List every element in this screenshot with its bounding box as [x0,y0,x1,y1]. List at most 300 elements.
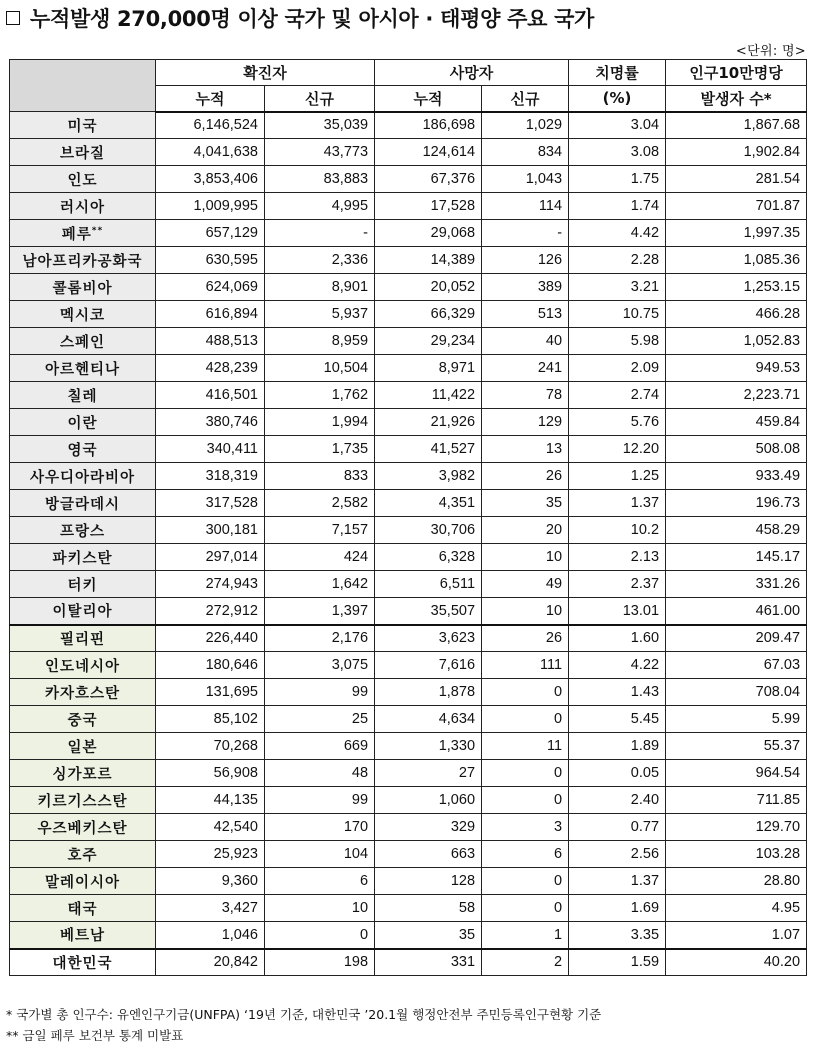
country-name: 파키스탄 [52,550,113,567]
cell-per100k: 1,902.84 [666,139,807,166]
table-row [10,760,807,787]
table-row [10,436,807,463]
cell-death-cum: 27 [375,760,482,787]
cell-cfr: 0.77 [569,814,666,841]
country-name: 인도 [67,172,98,189]
cell-death-cum: 186,698 [375,112,482,139]
table-row [10,733,807,760]
cell-cfr: 5.98 [569,328,666,355]
cell-cfr: 13.01 [569,598,666,625]
table-row [10,247,807,274]
country-name-cell [10,112,156,139]
cell-conf-cum: 1,009,995 [156,193,265,220]
header-cfr-unit: (%) [569,86,666,112]
cell-conf-new: 1,994 [265,409,375,436]
cell-conf-cum: 226,440 [156,625,265,652]
country-name-cell [10,490,156,517]
country-name-cell [10,355,156,382]
cell-cfr: 2.13 [569,544,666,571]
country-name-cell [10,328,156,355]
table-row [10,409,807,436]
cell-conf-new: 1,762 [265,382,375,409]
checkbox-icon [6,11,20,25]
table-row [10,274,807,301]
country-name: 이란 [67,415,98,432]
country-name: 베트남 [59,928,106,945]
cell-conf-new: 1,735 [265,436,375,463]
cell-conf-new: 8,959 [265,328,375,355]
cell-death-cum: 1,060 [375,787,482,814]
cell-cfr: 5.76 [569,409,666,436]
cell-death-cum: 663 [375,841,482,868]
cell-cfr: 2.40 [569,787,666,814]
cell-death-cum: 3,623 [375,625,482,652]
header-deaths-new: 신규 [482,86,569,112]
cell-conf-cum: 56,908 [156,760,265,787]
table-row [10,139,807,166]
table-row [10,922,807,949]
cell-death-cum: 67,376 [375,166,482,193]
cell-per100k: 1,997.35 [666,220,807,247]
country-name-cell [10,436,156,463]
country-name-cell [10,166,156,193]
cell-conf-new: 4,995 [265,193,375,220]
country-name: 호주 [67,847,98,864]
country-name: 프랑스 [59,523,106,540]
table-row [10,328,807,355]
country-name: 콜롬비아 [52,280,113,297]
cell-death-new: - [482,220,569,247]
cell-death-cum: 35 [375,922,482,949]
country-name-cell [10,814,156,841]
cell-conf-cum: 340,411 [156,436,265,463]
country-name-cell [10,571,156,598]
table-row [10,895,807,922]
country-name-cell [10,760,156,787]
cell-death-new: 114 [482,193,569,220]
cell-conf-cum: 657,129 [156,220,265,247]
cell-conf-cum: 4,041,638 [156,139,265,166]
cell-death-cum: 7,616 [375,652,482,679]
cell-conf-cum: 9,360 [156,868,265,895]
cell-cfr: 10.2 [569,517,666,544]
cell-death-new: 2 [482,949,569,976]
cell-per100k: 331.26 [666,571,807,598]
cell-cfr: 1.89 [569,733,666,760]
cell-conf-new: 10 [265,895,375,922]
cell-conf-new: 170 [265,814,375,841]
country-name-cell [10,679,156,706]
cell-conf-cum: 3,427 [156,895,265,922]
table-row [10,517,807,544]
country-name: 방글라데시 [44,496,121,513]
table-row [10,571,807,598]
country-name: 러시아 [59,199,106,216]
cell-death-new: 78 [482,382,569,409]
cell-death-new: 1,043 [482,166,569,193]
cell-cfr: 1.69 [569,895,666,922]
footnote-peru: ** 금일 페루 보건부 통계 미발표 [6,1028,184,1043]
table-row [10,112,807,139]
country-name-cell [10,139,156,166]
cell-death-cum: 4,634 [375,706,482,733]
cell-conf-cum: 297,014 [156,544,265,571]
country-name: 키르기스스탄 [37,793,128,810]
cell-conf-new: 3,075 [265,652,375,679]
table-row [10,679,807,706]
country-name-cell [10,895,156,922]
table-row [10,625,807,652]
country-name: 칠레 [67,388,98,405]
country-name: 영국 [67,442,98,459]
cell-death-cum: 17,528 [375,193,482,220]
cell-conf-cum: 300,181 [156,517,265,544]
cell-death-new: 111 [482,652,569,679]
table-row [10,544,807,571]
table-row [10,220,807,247]
cell-death-new: 3 [482,814,569,841]
table-row [10,814,807,841]
cell-death-cum: 11,422 [375,382,482,409]
cell-death-cum: 29,234 [375,328,482,355]
country-name: 인도네시아 [44,658,121,675]
cell-conf-cum: 630,595 [156,247,265,274]
cell-death-cum: 329 [375,814,482,841]
cell-cfr: 3.08 [569,139,666,166]
cell-death-cum: 20,052 [375,274,482,301]
cell-conf-cum: 85,102 [156,706,265,733]
country-name: 싱가포르 [52,766,113,783]
cell-per100k: 708.04 [666,679,807,706]
unit-label: <단위: 명> [735,44,806,59]
cell-cfr: 2.37 [569,571,666,598]
cell-conf-new: 99 [265,679,375,706]
cell-conf-new: 7,157 [265,517,375,544]
cell-death-cum: 35,507 [375,598,482,625]
cell-conf-cum: 70,268 [156,733,265,760]
cell-per100k: 103.28 [666,841,807,868]
cell-cfr: 2.09 [569,355,666,382]
document-title [6,4,594,32]
country-name-cell [10,274,156,301]
cell-death-new: 49 [482,571,569,598]
cell-death-new: 241 [482,355,569,382]
cell-cfr: 5.45 [569,706,666,733]
cell-conf-new: - [265,220,375,247]
cell-conf-cum: 380,746 [156,409,265,436]
cell-conf-new: 104 [265,841,375,868]
covid-stats-table [9,59,807,976]
cell-death-new: 129 [482,409,569,436]
country-name: 터키 [67,577,98,594]
country-name-cell [10,301,156,328]
cell-conf-new: 424 [265,544,375,571]
cell-cfr: 1.37 [569,490,666,517]
cell-cfr: 10.75 [569,301,666,328]
cell-per100k: 28.80 [666,868,807,895]
cell-conf-new: 35,039 [265,112,375,139]
footnote-marker: ** [91,225,104,236]
cell-cfr: 2.56 [569,841,666,868]
country-name-cell [10,409,156,436]
cell-per100k: 711.85 [666,787,807,814]
country-name: 필리핀 [59,631,106,648]
table-row [10,949,807,976]
country-name-cell [10,247,156,274]
cell-death-new: 126 [482,247,569,274]
cell-cfr: 12.20 [569,436,666,463]
cell-death-cum: 58 [375,895,482,922]
cell-cfr: 4.42 [569,220,666,247]
cell-death-new: 0 [482,760,569,787]
country-name: 태국 [67,901,98,918]
cell-conf-new: 99 [265,787,375,814]
cell-per100k: 1.07 [666,922,807,949]
cell-cfr: 3.04 [569,112,666,139]
table-row [10,301,807,328]
cell-conf-cum: 624,069 [156,274,265,301]
cell-death-new: 6 [482,841,569,868]
cell-death-cum: 124,614 [375,139,482,166]
cell-death-new: 10 [482,598,569,625]
cell-per100k: 1,085.36 [666,247,807,274]
cell-conf-cum: 318,319 [156,463,265,490]
cell-conf-new: 833 [265,463,375,490]
cell-death-new: 11 [482,733,569,760]
cell-cfr: 0.05 [569,760,666,787]
table-row [10,598,807,625]
cell-death-new: 0 [482,679,569,706]
cell-death-cum: 41,527 [375,436,482,463]
cell-death-new: 10 [482,544,569,571]
cell-per100k: 508.08 [666,436,807,463]
table-row [10,166,807,193]
country-name-cell [10,517,156,544]
country-name-cell [10,949,156,976]
cell-conf-cum: 274,943 [156,571,265,598]
country-name-cell [10,922,156,949]
header-deaths: 사망자 [375,60,569,86]
country-name: 아르헨티나 [44,361,121,378]
cell-death-new: 834 [482,139,569,166]
cell-conf-new: 8,901 [265,274,375,301]
header-row-1 [10,60,807,86]
country-name: 말레이시아 [44,874,121,891]
cell-per100k: 458.29 [666,517,807,544]
cell-cfr: 3.35 [569,922,666,949]
cell-death-cum: 8,971 [375,355,482,382]
country-name-cell [10,220,156,247]
cell-conf-new: 669 [265,733,375,760]
cell-death-cum: 1,330 [375,733,482,760]
cell-death-new: 513 [482,301,569,328]
country-name: 멕시코 [59,307,106,324]
cell-conf-cum: 616,894 [156,301,265,328]
header-per100k-line1: 인구10만명당 [666,60,807,86]
country-name-cell [10,787,156,814]
country-name: 우즈베키스탄 [37,820,128,837]
table-row [10,868,807,895]
cell-conf-cum: 3,853,406 [156,166,265,193]
cell-cfr: 1.37 [569,868,666,895]
cell-conf-cum: 1,046 [156,922,265,949]
cell-cfr: 1.43 [569,679,666,706]
country-name: 대한민국 [52,955,113,972]
country-name-cell [10,652,156,679]
cell-cfr: 2.74 [569,382,666,409]
table-row [10,652,807,679]
cell-death-cum: 6,328 [375,544,482,571]
header-corner-cell [10,60,156,112]
cell-per100k: 4.95 [666,895,807,922]
country-name-cell [10,841,156,868]
table-body [10,112,807,976]
cell-cfr: 1.75 [569,166,666,193]
cell-conf-new: 2,336 [265,247,375,274]
cell-per100k: 964.54 [666,760,807,787]
cell-per100k: 949.53 [666,355,807,382]
table-row [10,841,807,868]
country-name-cell [10,193,156,220]
table-row [10,706,807,733]
country-name: 카자흐스탄 [44,685,121,702]
cell-death-cum: 21,926 [375,409,482,436]
cell-conf-new: 83,883 [265,166,375,193]
cell-conf-new: 0 [265,922,375,949]
cell-death-new: 0 [482,706,569,733]
cell-conf-new: 10,504 [265,355,375,382]
header-deaths-cumulative: 누적 [375,86,482,112]
cell-death-new: 389 [482,274,569,301]
cell-death-new: 40 [482,328,569,355]
footnote-population: * 국가별 총 인구수: 유엔인구기금(UNFPA) ‘19년 기준, 대한민국 ’20.1월 행정안전부 주민등록인구현황 기준 [6,1007,602,1022]
cell-conf-new: 25 [265,706,375,733]
cell-per100k: 1,052.83 [666,328,807,355]
cell-death-new: 35 [482,490,569,517]
header-confirmed-new: 신규 [265,86,375,112]
cell-conf-cum: 25,923 [156,841,265,868]
cell-cfr: 1.74 [569,193,666,220]
cell-conf-cum: 272,912 [156,598,265,625]
cell-death-cum: 4,351 [375,490,482,517]
footnotes [6,1004,601,1046]
country-name-cell [10,868,156,895]
cell-death-cum: 1,878 [375,679,482,706]
cell-per100k: 129.70 [666,814,807,841]
cell-conf-new: 2,176 [265,625,375,652]
country-name: 브라질 [59,145,106,162]
cell-per100k: 40.20 [666,949,807,976]
cell-death-cum: 66,329 [375,301,482,328]
cell-conf-cum: 42,540 [156,814,265,841]
cell-per100k: 459.84 [666,409,807,436]
cell-death-new: 1 [482,922,569,949]
cell-cfr: 1.25 [569,463,666,490]
cell-death-new: 0 [482,868,569,895]
cell-death-new: 26 [482,463,569,490]
cell-per100k: 196.73 [666,490,807,517]
cell-conf-new: 6 [265,868,375,895]
title-text: 누적발생 270,000명 이상 국가 및 아시아 · 태평양 주요 국가 [30,7,595,31]
country-name-cell [10,625,156,652]
cell-death-cum: 331 [375,949,482,976]
cell-death-cum: 128 [375,868,482,895]
country-name: 남아프리카공화국 [22,253,143,270]
header-confirmed: 확진자 [156,60,375,86]
cell-conf-new: 5,937 [265,301,375,328]
cell-per100k: 933.49 [666,463,807,490]
country-name: 중국 [67,712,98,729]
cell-death-new: 20 [482,517,569,544]
cell-conf-new: 1,397 [265,598,375,625]
cell-death-new: 26 [482,625,569,652]
header-confirmed-cumulative: 누적 [156,86,265,112]
cell-cfr: 2.28 [569,247,666,274]
cell-per100k: 55.37 [666,733,807,760]
cell-conf-cum: 20,842 [156,949,265,976]
cell-cfr: 3.21 [569,274,666,301]
cell-conf-new: 48 [265,760,375,787]
cell-per100k: 209.47 [666,625,807,652]
country-name-cell [10,382,156,409]
cell-conf-cum: 488,513 [156,328,265,355]
table-row [10,490,807,517]
country-name: 이탈리아 [52,604,113,621]
country-name: 미국 [67,118,98,135]
cell-per100k: 466.28 [666,301,807,328]
cell-conf-cum: 416,501 [156,382,265,409]
cell-death-new: 13 [482,436,569,463]
header-cfr: 치명률 [569,60,666,86]
header-per100k-line2: 발생자 수* [666,86,807,112]
cell-death-new: 0 [482,895,569,922]
cell-death-cum: 29,068 [375,220,482,247]
cell-death-cum: 14,389 [375,247,482,274]
table-row [10,787,807,814]
cell-per100k: 1,253.15 [666,274,807,301]
cell-conf-cum: 317,528 [156,490,265,517]
table-row [10,382,807,409]
cell-per100k: 145.17 [666,544,807,571]
cell-conf-cum: 6,146,524 [156,112,265,139]
cell-conf-cum: 131,695 [156,679,265,706]
cell-death-cum: 3,982 [375,463,482,490]
cell-death-cum: 6,511 [375,571,482,598]
cell-per100k: 5.99 [666,706,807,733]
country-name-cell [10,598,156,625]
country-name-cell [10,463,156,490]
cell-conf-cum: 180,646 [156,652,265,679]
country-name: 스페인 [59,334,106,351]
cell-per100k: 701.87 [666,193,807,220]
cell-conf-new: 2,582 [265,490,375,517]
country-name: 사우디아라비아 [29,469,136,486]
cell-conf-new: 1,642 [265,571,375,598]
country-name: 페루 [61,226,92,243]
cell-per100k: 67.03 [666,652,807,679]
country-name: 일본 [67,739,98,756]
table-row [10,193,807,220]
cell-cfr: 4.22 [569,652,666,679]
cell-cfr: 1.60 [569,625,666,652]
cell-conf-cum: 44,135 [156,787,265,814]
cell-per100k: 1,867.68 [666,112,807,139]
cell-conf-new: 43,773 [265,139,375,166]
country-name-cell [10,544,156,571]
cell-death-new: 0 [482,787,569,814]
table-row [10,463,807,490]
cell-per100k: 281.54 [666,166,807,193]
